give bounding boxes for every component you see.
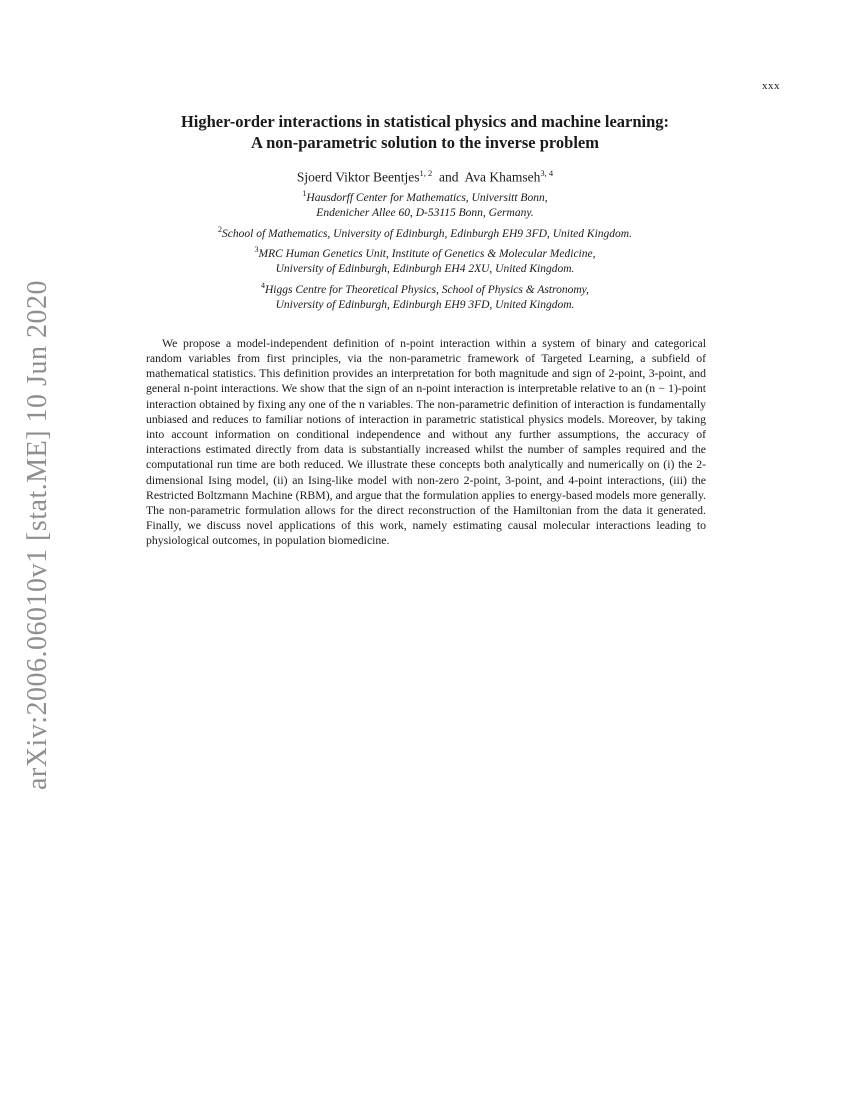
paper-title: [0, 111, 850, 153]
page-label: xxx: [762, 80, 780, 92]
affiliation-1-line-1: [0, 186, 850, 206]
author-conjunction: and: [439, 169, 459, 185]
title-line-2: A non-parametric solution to the inverse problem: [250, 133, 599, 152]
author-1-name: Sjoerd Viktor Beentjes: [296, 169, 420, 185]
affiliation-1-line-2: Endenicher Allee 60, D-53115 Bonn, Germany.: [316, 207, 534, 220]
affiliations: [0, 186, 850, 314]
affiliation-4-text: Higgs Centre for Theoretical Physics, School of Physics & Astronomy,: [265, 283, 589, 296]
affiliation-3-line-1: [0, 242, 850, 262]
arxiv-stamp: arXiv:2006.06010v1 [stat.ME] 10 Jun 2020: [22, 280, 53, 790]
affiliation-3-marker: 3: [254, 245, 259, 255]
title-line-1: Higher-order interactions in statistical physics and machine learning:: [180, 112, 670, 131]
affiliation-4-line-1: [0, 278, 850, 298]
affiliation-4-line-2: University of Edinburgh, Edinburgh EH9 3FD, United Kingdom.: [275, 299, 575, 312]
abstract-paragraph: We propose a model-independent definition of n-point interaction within a system of binary and categorical random variables from first principles, via the non-parametric framework of Targeted Learning, a subfield of mathematical statistics. This definition provides an interpretation for both magnitude and sign of 2-point, 3-point, and general n-point interactions. We show that the sign of an n-point interaction is interpretable relative to an (n − 1)-point interaction obtained by fixing any one of the n variables. The non-parametric definition of interaction is fundamentally unbiased and reduces to familiar notions of interaction in parametric statistical physics models. Moreover, by taking into account information on conditional independence and without any further assumptions, the accuracy of interactions estimated directly from data is substantially increased whilst the number of samples required and the computational run time are both reduced. We illustrate these concepts both analytically and numerically on (i) the 2-dimensional Ising model, (ii) an Ising-like model with non-zero 2-point, 3-point, and 4-point interactions, (iii) the Restricted Boltzmann Machine (RBM), and argue that the formulation applies to energy-based models more generally. The non-parametric formulation allows for the direct reconstruction of the Hamiltonian from the data it generated. Finally, we discuss novel applications of this work, namely estimating causal molecular interactions leading to physiological outcomes, in population biomedicine.: [146, 336, 706, 548]
affiliation-1-text: Hausdorff Center for Mathematics, Universitt Bonn,: [306, 191, 548, 204]
author-1-affil: 1, 2: [419, 168, 433, 178]
affiliation-3-text: MRC Human Genetics Unit, Institute of Genetics & Molecular Medicine,: [258, 247, 596, 260]
affiliation-1-marker: 1: [302, 189, 307, 198]
affiliation-2-line-1: [0, 222, 850, 242]
affiliation-2-marker: 2: [218, 224, 223, 234]
affiliation-3-line-2: University of Edinburgh, Edinburgh EH4 2XU, United Kingdom.: [275, 263, 575, 276]
affiliation-4-marker: 4: [261, 280, 265, 290]
author-list: [0, 168, 850, 186]
affiliation-2-text: School of Mathematics, University of Edinburgh, Edinburgh EH9 3FD, United Kingdom.: [222, 227, 632, 240]
author-2-name: Ava Khamseh: [464, 169, 541, 185]
author-2-affil: 3, 4: [540, 168, 554, 178]
